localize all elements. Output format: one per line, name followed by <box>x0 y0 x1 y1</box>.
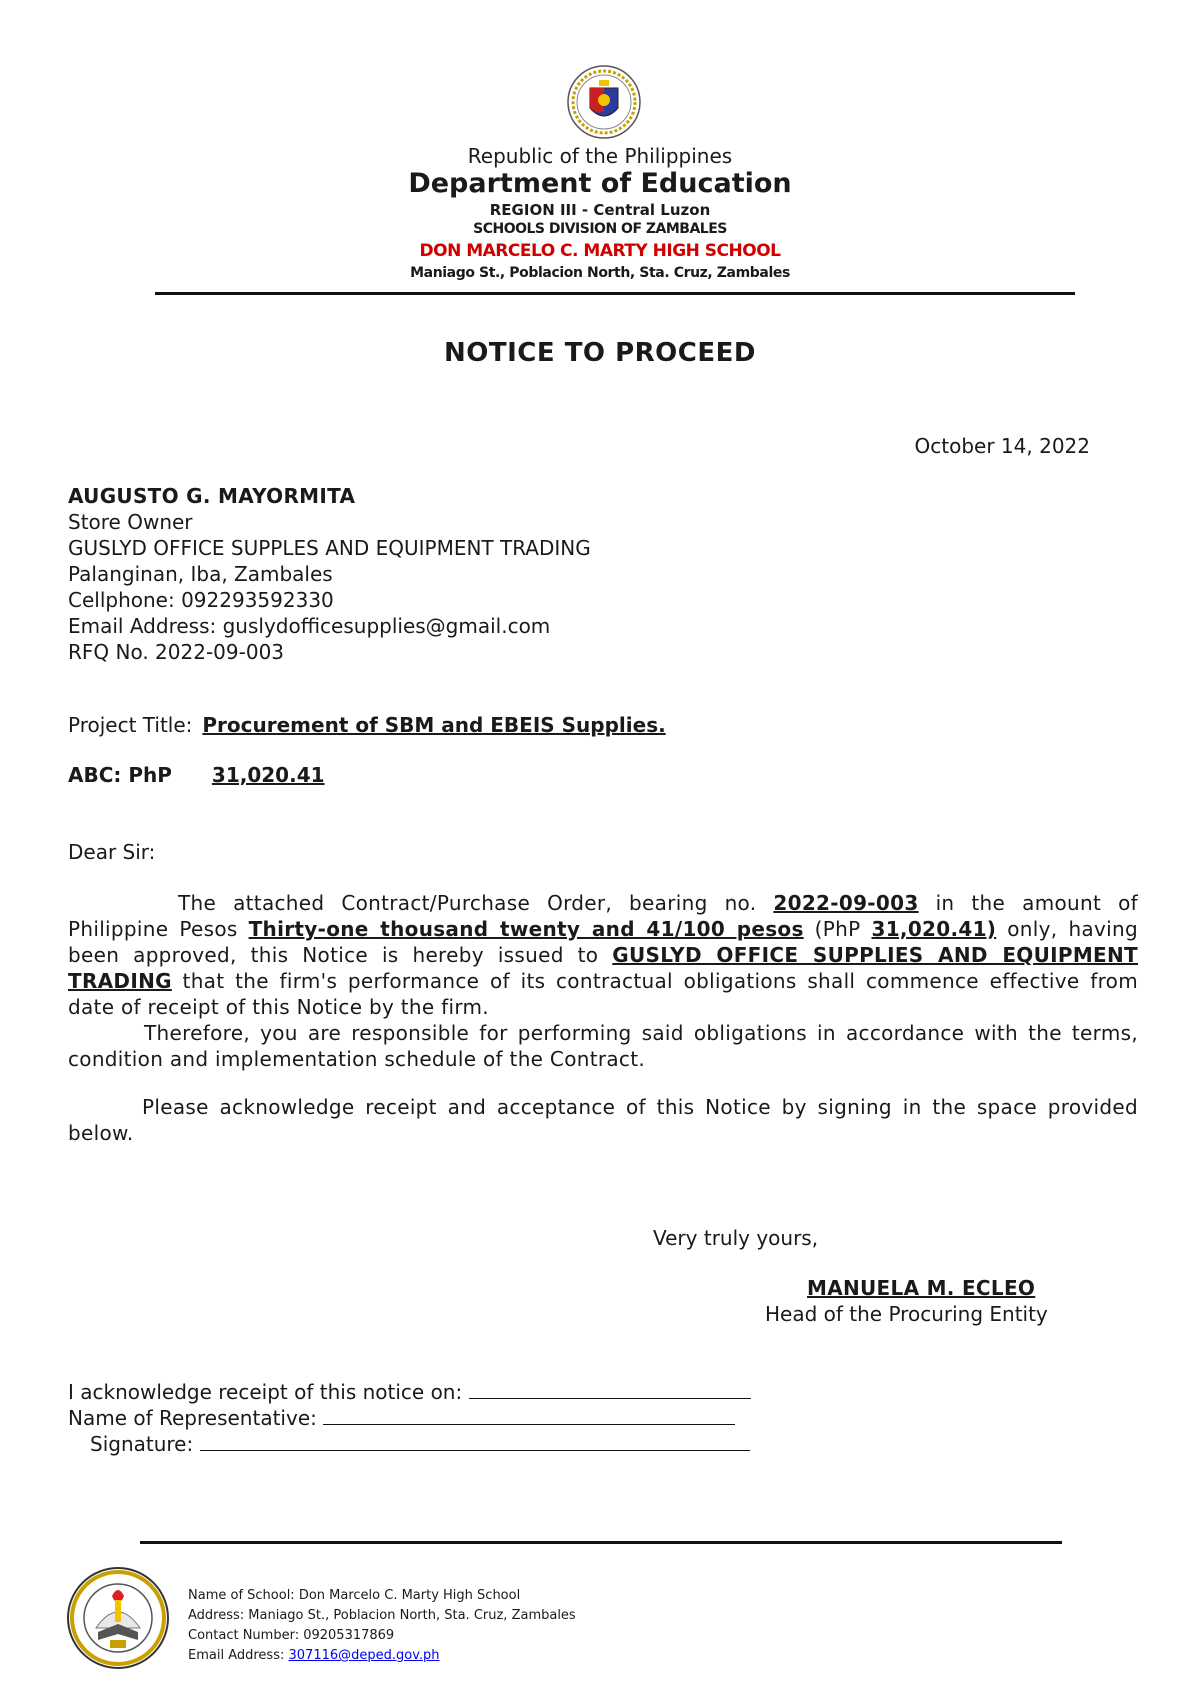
ack-representative-field[interactable] <box>323 1406 735 1425</box>
body-paragraph-2: Therefore, you are responsible for performing said obligations in accordance with the terms, condition and implementation schedule of the Contract. <box>68 1021 1138 1071</box>
signatory-title: Head of the Procuring Entity <box>765 1302 1048 1326</box>
letter-date: October 14, 2022 <box>914 434 1090 458</box>
ack-representative-line <box>68 1406 735 1430</box>
signatory-name: MANUELA M. ECLEO <box>807 1276 1036 1300</box>
document-title: NOTICE TO PROCEED <box>444 338 756 368</box>
addressee-email: Email Address: guslydofficesupplies@gmail.com <box>68 614 551 638</box>
footer-school-name: Name of School: Don Marcelo C. Marty High School <box>188 1588 521 1603</box>
body-paragraph-3: Please acknowledge receipt and acceptance of this Notice by signing in the space provided below. <box>68 1095 1138 1145</box>
footer-email-label: Email Address: <box>188 1648 285 1663</box>
school-address: Maniago St., Poblacion North, Sta. Cruz, Zambales <box>410 265 790 281</box>
school-name: DON MARCELO C. MARTY HIGH SCHOOL <box>419 241 781 261</box>
amount-in-figures: 31,020.41) <box>871 917 997 941</box>
project-title-value: Procurement of SBM and EBEIS Supplies. <box>202 713 666 737</box>
republic-line: Republic of the Philippines <box>467 144 733 168</box>
school-logo-icon <box>66 1566 170 1670</box>
addressee-cellphone: Cellphone: 092293592330 <box>68 588 334 612</box>
department-name: Department of Education <box>408 168 792 199</box>
ack-representative-label: Name of Representative: <box>68 1406 317 1430</box>
division-line: SCHOOLS DIVISION OF ZAMBALES <box>473 221 727 237</box>
ack-receipt-line <box>68 1380 751 1404</box>
abc-line <box>68 763 325 787</box>
deped-seal-icon <box>566 64 642 140</box>
region-line: REGION III - Central Luzon <box>489 201 711 219</box>
ack-signature-line <box>90 1432 750 1456</box>
supplier-name: GUSLYD OFFICE SUPPLIES AND EQUIPMENT TRADING <box>68 943 1138 993</box>
addressee-location: Palanginan, Iba, Zambales <box>68 562 333 586</box>
addressee-block <box>68 483 591 665</box>
footer-email-link[interactable]: 307116@deped.gov.ph <box>288 1648 440 1663</box>
addressee-name: AUGUSTO G. MAYORMITA <box>68 484 356 508</box>
addressee-company: GUSLYD OFFICE SUPPLES AND EQUIPMENT TRADING <box>68 536 591 560</box>
footer-contact: Contact Number: 09205317869 <box>188 1628 395 1643</box>
body-text: The attached Contract/Purchase Order, bearing no. <box>178 891 757 915</box>
body-text: that the firm's performance of its contractual obligations shall commence effective from date of receipt of this Notice by the firm. <box>68 969 1138 1019</box>
body-text: (PhP <box>814 917 861 941</box>
ack-receipt-label: I acknowledge receipt of this notice on: <box>68 1380 463 1404</box>
body-text: in the amount of Philippine Pesos <box>68 891 1138 941</box>
ack-signature-field[interactable] <box>200 1432 750 1451</box>
salutation: Dear Sir: <box>68 840 156 864</box>
footer-info <box>188 1586 576 1666</box>
addressee-position: Store Owner <box>68 510 193 534</box>
po-number: 2022-09-003 <box>773 891 919 915</box>
project-title-label: Project Title: <box>68 713 193 737</box>
abc-label: ABC: PhP <box>68 763 172 787</box>
body-text: only, having been approved, this Notice is hereby issued to <box>68 917 1138 967</box>
amount-in-words: Thirty-one thousand twenty and 41/100 pesos <box>248 917 804 941</box>
footer-address: Address: Maniago St., Poblacion North, Sta. Cruz, Zambales <box>188 1608 576 1623</box>
footer-divider <box>140 1541 1062 1544</box>
closing-line: Very truly yours, <box>653 1226 819 1250</box>
rfq-number: RFQ No. 2022-09-003 <box>68 640 285 664</box>
ack-date-field[interactable] <box>469 1380 751 1399</box>
footer-email-line <box>188 1646 576 1666</box>
body-paragraph-1 <box>68 890 1138 1020</box>
header-divider <box>155 292 1075 295</box>
abc-amount: 31,020.41 <box>211 763 325 787</box>
ack-signature-label: Signature: <box>90 1432 194 1456</box>
project-title-line <box>68 713 666 737</box>
